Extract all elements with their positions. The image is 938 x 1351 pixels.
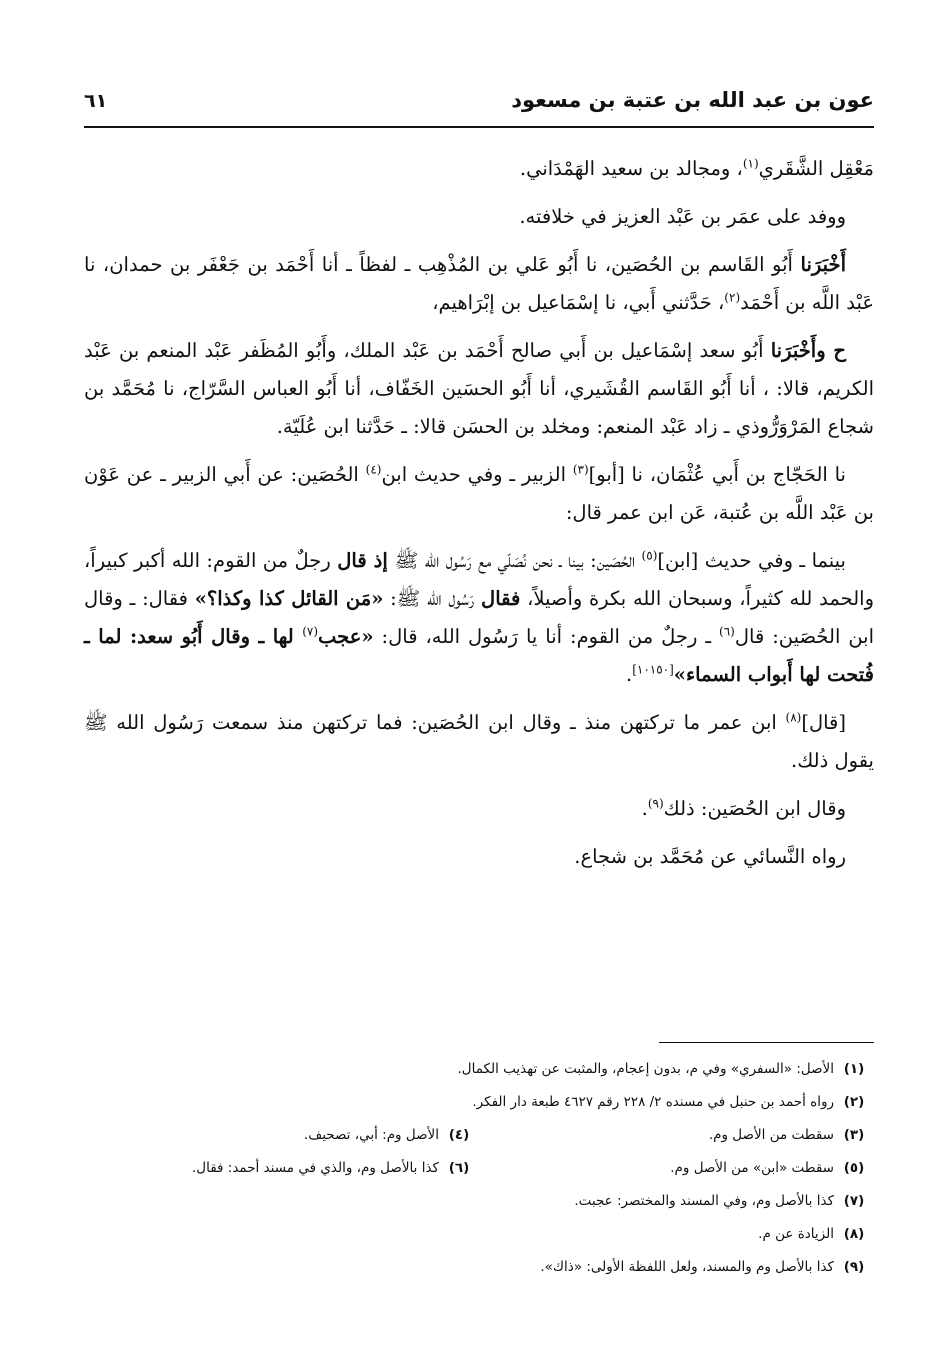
text-run: رَسُول الله ﷺ: [383,587,482,610]
footnote-number: (٤) [448,1126,470,1143]
footnote-6 [84,1160,479,1176]
footnote-text: كذا بالأصل وم، وفي المسند والمختصر: عجبت. [574,1192,834,1209]
footnote-9 [540,1259,874,1275]
page-header [84,88,874,128]
footnote-3 [479,1127,874,1143]
footnote-number: (٣) [843,1126,865,1143]
text-run: ووفد على عمَر بن عَبْد العزيز في خلافته. [519,205,846,228]
footnote-ref: (٢) [724,290,741,305]
footnote-number: (٨) [843,1225,865,1242]
footnote-5 [479,1160,874,1176]
text-run: بينما ـ وفي حديث [ابن] [657,549,846,572]
footnote-number: (٢) [843,1093,865,1110]
footnote-8 [758,1226,874,1242]
text-run: نا الحَجّاج بن أَبي عُثْمَان، نا [أبو] [588,463,846,486]
page-number: ٦١ [84,90,108,112]
text-run: . [625,663,633,686]
text-run: ، ومجالد بن سعيد الهَمْدَاني. [519,157,743,180]
text-run: ، حَدَّثني أَبي، نا إسْمَاعيل بن إبْرَاهيم، [432,291,725,314]
footnote-row [84,1052,874,1085]
footnote-row [84,1217,874,1250]
bold-run: «مَن القائل كذا وكذا؟» [194,587,384,610]
paragraph-9 [84,838,874,876]
text-run: الحُصَين: بينا ـ نحن نُصَلّي مع رَسُول الله ﷺ [394,549,642,572]
paragraph-1 [84,150,874,188]
footnote-ref: (٣) [572,462,589,477]
text-run: . [641,797,648,820]
footnote-ref: (٤) [365,462,382,477]
footnote-number: (٧) [843,1192,865,1209]
running-title: عون بن عبد الله بن عتبة بن مسعود [511,88,874,112]
bold-run: «عجب [318,625,374,648]
paragraph-7 [84,704,874,780]
footnote-7 [574,1193,874,1209]
footnote-number: (٥) [843,1159,865,1176]
footnote-text: رواه أحمد بن حنبل في مسنده ٢/ ٢٢٨ رقم ٤٦٢٧ طبعة دار الفكر. [472,1093,834,1110]
footnote-ref: (٧) [302,624,319,639]
footnote-row [84,1151,874,1184]
text-run: رجلٌ من القوم: الله أكبر كبيراً، والحمد لله كثيراً، وسبحان الله بكرة وأصيلاً، [84,549,874,610]
text-run: ـ رجلٌ من القوم: أنا يا رَسُول الله، قال: [373,625,720,648]
footnote-number: (٦) [448,1159,470,1176]
text-run: فقال: ـ وقال ابن الحُصَين: قال [84,587,875,648]
main-text [84,150,874,886]
footnote-number: (١) [843,1060,865,1077]
footnote-4 [84,1127,479,1143]
footnote-ref: (٦) [719,624,735,639]
footnote-row [84,1250,874,1283]
footnote-ref: (٨) [785,710,802,725]
footnote-separator [659,1042,874,1043]
text-run: الزبير ـ وفي حديث ابن [381,463,573,486]
bold-run: ح وأَخْبَرَنا [770,339,847,362]
text-run: ابن عمر ما تركتهن منذ ـ وقال ابن الحُصَين: فما تركتهن منذ سمعت رَسُول الله ﷺ يقول ذلك. [84,711,874,772]
footnote-2 [472,1094,874,1110]
bold-run: لها ـ وقال أَبُو سعد: لما ـ فُتحت لها أَبواب السماء» [84,625,874,686]
hadith-number: [١٠١٥٠] [632,662,674,677]
footnote-ref: (١) [742,156,759,171]
footnote-text: سقطت «ابن» من الأصل وم. [670,1159,834,1176]
footnote-ref: (٥) [641,548,658,563]
text-run: أَبُو القَاسم بن الحُصَين، نا أَبُو عَلي بن المُذْهِب ـ لفظاً ـ أنا أَحْمَد بن جَعْفَر بن حمدان، نا عَبْد اللَّه بن أَحْمَد [84,253,874,314]
paragraph-4 [84,332,874,446]
bold-run: فقال [481,587,521,610]
text-run: [قال] [801,711,846,734]
footnote-text: كذا بالأصل وم، والذي في مسند أحمد: فقال. [191,1159,439,1176]
footnote-text: الزيادة عن م. [758,1225,834,1242]
footnote-text: سقطت من الأصل وم. [708,1126,834,1143]
paragraph-2 [84,198,874,236]
text-run: رواه النَّسائي عن مُحَمَّد بن شجاع. [574,845,846,868]
footnote-row [84,1184,874,1217]
footnote-text: الأصل وم: أبي، تصحيف. [303,1126,439,1143]
text-run: أَبُو سعد إسْمَاعيل بن أَبي صالح أَحْمَد بن عَبْد الملك، وأَبُو المُظَفر عَبْد المنعم بن عَبْد الكريم، قالا: ، أنا أَبُو القَاسم القُشَيري، أنا أَبُو الحسَين الخَفّاف، أنا أَبُو العباس السَّرّاج، نا مُحَمَّد بن شجاع المَرْوَرُّوذي ـ زاد عَبْد المنعم: ومخلد بن الحسَن قالا: ـ حَدَّثنا ابن عُلَيّة. [84,339,874,438]
paragraph-3 [84,246,874,322]
text-run: مَعْقِل الشَّقَري [758,157,874,180]
bold-run: إذ قال [337,549,395,572]
footnotes [84,1052,874,1283]
footnote-row [84,1118,874,1151]
footnote-row [84,1085,874,1118]
paragraph-8 [84,790,874,828]
text-run: وقال ابن الحُصَين: ذلك [663,797,846,820]
footnote-ref: (٩) [647,796,664,811]
text-run: الحُصَين: عن أَبي الزبير ـ عن عَوْن بن عَبْد اللَّه بن عُتبة، عَن ابن عمر قال: [84,463,874,524]
footnote-text: الأصل: «السفري» وفي م، بدون إعجام، والمثبت عن تهذيب الكمال. [457,1060,834,1077]
footnote-text: كذا بالأصل وم والمسند، ولعل اللفظة الأولى: «ذاك». [540,1258,834,1275]
paragraph-6 [84,542,874,694]
paragraph-5 [84,456,874,532]
footnote-1 [458,1061,874,1077]
bold-run: أَخْبَرَنا [800,253,846,276]
footnote-number: (٩) [843,1258,865,1275]
